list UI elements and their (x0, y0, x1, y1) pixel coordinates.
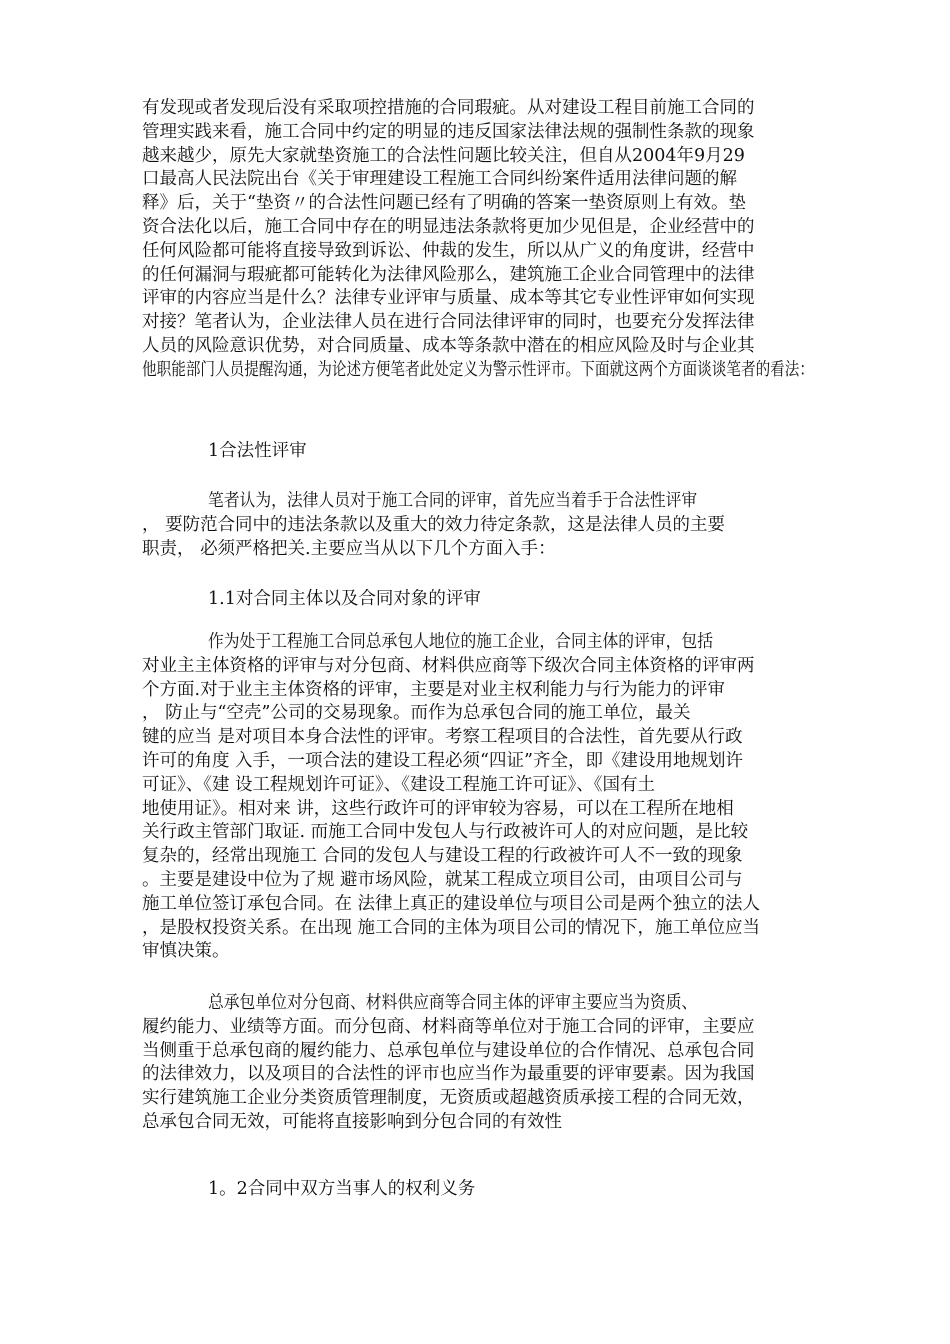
text-line: ，是股权投资关系。在出现 施工合同的主体为项目公司的情况下，施工单位应当 (142, 917, 761, 938)
text-line: 释》后，关于“垫资〃的合法性问题已经有了明确的答案一垫资原则上有效。垫 (142, 193, 746, 214)
paragraph-1-1a (142, 631, 814, 964)
text-line: 评审的内容应当是什么？法律专业评审与质量、成本等其它专业性评审如何实现 (142, 288, 755, 309)
text-line: 可证》、《建 设工程规划许可证》、《建设工程施工许可证》、《国有土 (142, 774, 656, 795)
text-line: 的法律效力，以及项目的合法性的评市也应当作为最重要的评审要素。因为我国 (142, 1064, 755, 1085)
text-line: 的任何漏洞与瑕疵都可能转化为法律风险那么，建筑施工企业合同管理中的法律 (142, 264, 755, 285)
text-line: 当侧重于总承包商的履约能力、总承包单位与建设单位的合作情况、总承包合同 (142, 1040, 755, 1061)
text-line: 。主要是建设中位为了规 避市场风险，就某工程成立项目公司，由项目公司与 (142, 869, 743, 890)
text-line: 施工单位签订承包合同。在 法律上真正的建设单位与项目公司是两个独立的法人 (142, 893, 761, 914)
text-line: 有发现或者发现后没有采取项控措施的合同瑕疵。从对建设工程目前施工合同的 (142, 98, 755, 118)
text-line: 管理实践来看，施工合同中约定的明显的违反国家法律法规的强制性条款的现象 (142, 121, 755, 142)
section-heading-1: 1合法性评审 (208, 441, 307, 461)
text-line: 作为处于工程施工合同总承包人地位的施工企业，合同主体的评审，包括 (208, 632, 713, 652)
text-line: 人员的风险意识优势，对合同质量、成本等条款中潜在的相应风险及时与企业其 (142, 335, 755, 356)
text-line: ， 要防范合同中的违法条款以及重大的效力待定条款，这是法律人员的主要 (142, 514, 726, 535)
text-line: 口最高人民法院出台《关于审理建设工程施工合同纠纷案件适用法律问题的解 (142, 169, 737, 190)
text-line: 键的应当 是对项目本身合法性的评审。考察工程项目的合法性，首先要从行政 (142, 727, 743, 748)
text-line: 任何风险都可能将直接导致到诉讼、仲裁的发生，所以从广义的角度讲，经营中 (142, 240, 755, 261)
text-line: 他职能部门人员提醒沟通，为论述方便笔者此处定义为警示性评市。下面就这两个方面谈谈笔者的看法： (142, 359, 814, 380)
text-line: 对业主主体资格的评审与对分包商、材料供应商等下级次合同主体资格的评审两 (142, 655, 755, 676)
text-line: 对接？笔者认为，企业法律人员在进行合同法律评审的同时，也要充分发挥法律 (142, 312, 755, 333)
text-line: 许可的角度 入手，一项合法的建设工程必须“四证”齐全，即《建设用地规划许 (142, 750, 743, 771)
text-line: 职责， 必须严格把关.主要应当从以下几个方面入手： (142, 538, 556, 559)
text-line: 笔者认为，法律人员对于施工合同的评审，首先应当着手于合法性评审 (208, 491, 698, 511)
paragraph-1-1b (142, 992, 814, 1135)
text-line: 地使用证》。相对来 讲，这些行政许可的评审较为容易，可以在工程所在地相 (142, 798, 734, 819)
text-line: 个方面.对于业主主体资格的评审，主要是对业主权利能力与行为能力的评审 (142, 679, 726, 700)
text-line: 复杂的，经常出现施工 合同的发包人与建设工程的行政被许可人不一致的现象 (142, 846, 743, 867)
paragraph-intro (142, 97, 814, 383)
section-heading-1-2: 1。2合同中双方当事人的权利义务 (208, 1179, 476, 1199)
text-line: 审慎决策。 (142, 941, 230, 962)
text-line: 越来越少，原先大家就垫资施工的合法性问题比较关注，但自从2004年9月29 (142, 145, 745, 166)
paragraph-1 (142, 490, 814, 561)
text-line: 履约能力、业绩等方面。而分包商、材料商等单位对于施工合同的评审，主要应 (142, 1016, 755, 1037)
text-line: 实行建筑施工企业分类资质管理制度，无资质或超越资质承接工程的合同无效， (142, 1088, 755, 1109)
text-line: 关行政主管部门取证. 而施工合同中发包人与行政被许可人的对应问题，是比较 (142, 822, 749, 843)
text-line: ， 防止与“空壳”公司的交易现象。而作为总承包合同的施工单位，最关 (142, 703, 691, 724)
section-heading-1-1: 1.1对合同主体以及合同对象的评审 (208, 589, 481, 609)
text-line: 资合法化以后，施工合同中存在的明显违法条款将更加少见但是，企业经营中的 (142, 216, 755, 237)
text-line: 总承包合同无效，可能将直接影响到分包合同的有效性 (142, 1111, 562, 1132)
text-line: 总承包单位对分包商、材料供应商等合同主体的评审主要应当为资质、 (208, 993, 698, 1013)
